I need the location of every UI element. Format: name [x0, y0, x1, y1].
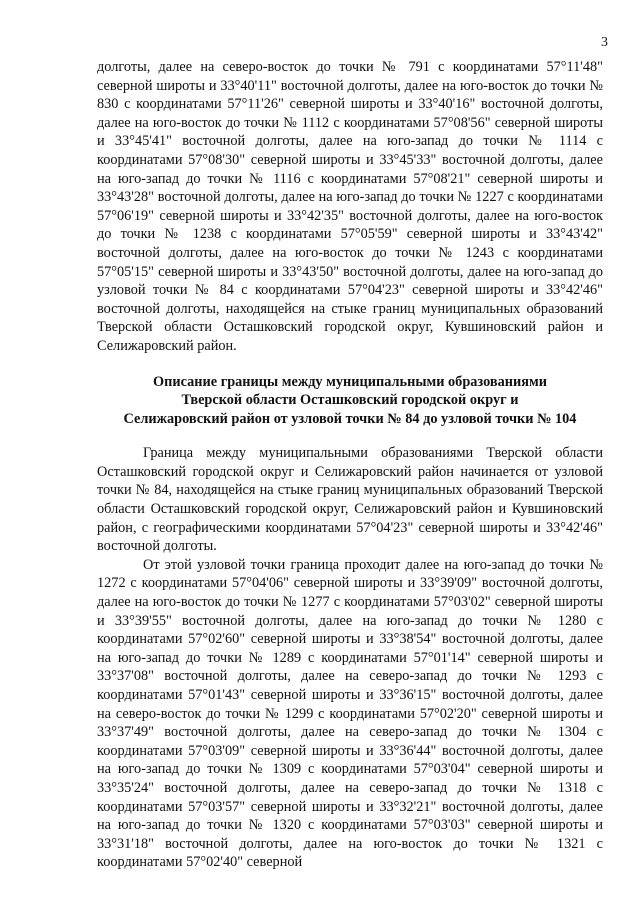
section-heading-line-2: Тверской области Осташковский городской округ и — [181, 392, 519, 409]
section-heading-line-3: Селижаровский район от узловой точки № 84 до узловой точки № 104 — [123, 410, 577, 427]
body-paragraph: Граница между муниципальными образованиями Тверской области Осташковский городской округ и Селижаровский район начинается от узловой точки № 84, находящейся на стыке границ муниципальных образований Тверской области Осташковский городской округ, Селижаровский район и Кувшиновский район, с географическими координатами 57°04'23" северной широты и 33°42'46" восточной долготы. — [97, 445, 603, 555]
body-paragraph: От этой узловой точки граница проходит далее на юго-запад до точки № 1272 с координатами 57°04'06" северной широты и 33°39'09" восточной долготы, далее на юго-восток до точки № 1277 с координатами 57°03'02" северной широты и 33°39'55" восточной долготы, далее на юго-запад до точки № 1280 с координатами 57°02'60" северной широты и 33°38'54" восточной долготы, далее на юго-запад до точки № 1289 с координатами 57°01'14" северной широты и 33°37'08" восточной долготы, далее на северо-запад до точки № 1293 с координатами 57°01'43" северной широты и 33°36'15" восточной долготы, далее на северо-восток до точки № 1299 с координатами 57°02'20" северной широты и 33°37'49" восточной долготы, далее на северо-запад до точки № 1304 с координатами 57°03'09" северной широты и 33°36'44" восточной долготы, далее на юго-запад до точки № 1309 с координатами 57°03'04" северной широты и 33°35'24" восточной долготы, далее на северо-запад до точки № 1318 с координатами 57°03'57" северной широты и 33°32'21" восточной долготы, далее на юго-запад до точки № 1320 с координатами 57°03'03" северной широты и 33°31'18" восточной долготы, далее на юго-восток до точки № 1321 с координатами 57°02'40" северной — [97, 556, 603, 871]
section-heading — [97, 373, 603, 429]
page-number: 3 — [601, 35, 608, 50]
document-body — [97, 58, 603, 872]
continuation-paragraph: долготы, далее на северо-восток до точки № 791 с координатами 57°11'48" северной широты и 33°40'11" восточной долготы, далее на юго-восток до точки № 830 с координатами 57°11'26" северной широты и 33°40'16" восточной долготы, далее на юго-восток до точки № 1112 с координатами 57°08'56" северной широты и 33°45'41" восточной долготы, далее на юго-запад до точки № 1114 с координатами 57°08'30" северной широты и 33°45'33" восточной долготы, далее на юго-запад до точки № 1116 с координатами 57°08'21" северной широты и 33°43'28" восточной долготы, далее на юго-запад до точки № 1227 с координатами 57°06'19" северной широты и 33°42'35" восточной долготы, далее на юго-восток до точки № 1238 с координатами 57°05'59" северной широты и 33°43'42" восточной долготы, далее на юго-восток до точки № 1243 с координатами 57°05'15" северной широты и 33°43'50" восточной долготы, далее на юго-запад до узловой точки № 84 с координатами 57°04'23" северной широты и 33°42'46" восточной долготы, находящейся на стыке границ муниципальных образований Тверской области Осташковский городской округ, Кувшиновский район и Селижаровский район. — [97, 59, 603, 354]
section-heading-line-1: Описание границы между муниципальными образованиями — [153, 373, 547, 390]
